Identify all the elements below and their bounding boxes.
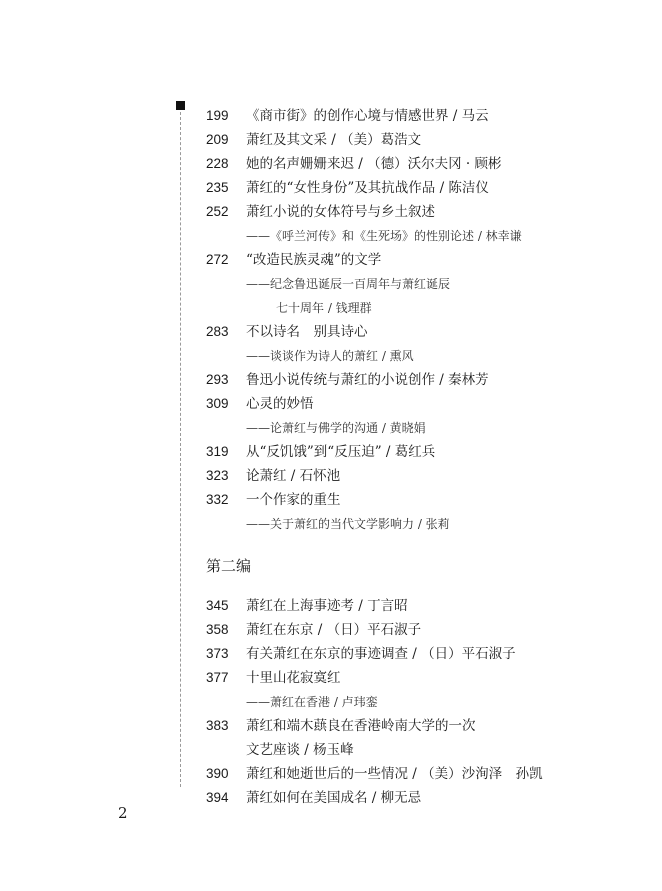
toc-page-number: 394 <box>206 790 229 805</box>
toc-entry <box>206 152 646 176</box>
toc-entry <box>206 642 646 666</box>
toc-subtitle-continued: 七十周年 / 钱理群 <box>276 301 372 315</box>
toc-title: 萧红和端木蕻良在香港岭南大学的一次 <box>246 718 476 734</box>
toc-entry <box>206 176 646 200</box>
toc-part-2 <box>206 594 646 810</box>
toc-entry <box>206 786 646 810</box>
toc-subtitle: ——论萧红与佛学的沟通 / 黄晓娟 <box>246 421 426 435</box>
toc-page-number: 309 <box>206 396 229 411</box>
toc-title: 萧红的“女性身份”及其抗战作品 / 陈洁仪 <box>246 180 489 196</box>
toc-entry <box>206 320 646 344</box>
toc-entry <box>206 344 646 368</box>
toc-entry <box>206 464 646 488</box>
toc-title: 《商市街》的创作心境与情感世界 / 马云 <box>246 108 489 124</box>
toc-title: 萧红小说的女体符号与乡土叙述 <box>246 204 435 220</box>
toc-page-number: 332 <box>206 492 229 507</box>
toc-entry <box>206 368 646 392</box>
toc-title: “改造民族灵魂”的文学 <box>246 252 382 268</box>
toc-entry <box>206 512 646 536</box>
toc-title: 萧红在东京 / （日）平石淑子 <box>246 622 422 638</box>
toc-page-number: 390 <box>206 766 229 781</box>
toc-title: 一个作家的重生 <box>246 492 341 508</box>
toc-title: 她的名声姗姗来迟 / （德）沃尔夫冈 · 顾彬 <box>246 156 502 172</box>
toc-part-1 <box>206 104 646 536</box>
toc-entry <box>206 224 646 248</box>
toc-page-number: 252 <box>206 204 229 219</box>
toc-entry <box>206 762 646 786</box>
toc-page-number: 377 <box>206 670 229 685</box>
toc-title-continued: 文艺座谈 / 杨玉峰 <box>246 742 354 758</box>
toc-title: 不以诗名 别具诗心 <box>246 324 368 340</box>
toc-entry <box>206 296 646 320</box>
toc-entry <box>206 416 646 440</box>
toc-entry <box>206 200 646 224</box>
toc-entry <box>206 248 646 272</box>
toc-entry <box>206 690 646 714</box>
toc-title: 心灵的妙悟 <box>246 396 314 412</box>
toc-subtitle: ——萧红在香港 / 卢玮銮 <box>246 695 378 709</box>
section-marker <box>176 101 185 110</box>
page-number: 2 <box>118 804 128 822</box>
toc-title: 萧红在上海事迹考 / 丁言昭 <box>246 598 408 614</box>
toc-page-number: 235 <box>206 180 229 195</box>
toc-page-number: 228 <box>206 156 229 171</box>
toc-entry <box>206 666 646 690</box>
toc-entry <box>206 594 646 618</box>
toc-entry <box>206 104 646 128</box>
toc-page-number: 283 <box>206 324 229 339</box>
toc-page-number: 373 <box>206 646 229 661</box>
toc-title: 萧红和她逝世后的一些情况 / （美）沙洵泽 孙凯 <box>246 766 543 782</box>
toc-page-number: 209 <box>206 132 229 147</box>
table-of-contents <box>206 104 646 810</box>
toc-page-number: 323 <box>206 468 229 483</box>
toc-page-number: 383 <box>206 718 229 733</box>
toc-title: 鲁迅小说传统与萧红的小说创作 / 秦林芳 <box>246 372 489 388</box>
toc-title: 有关萧红在东京的事迹调查 / （日）平石淑子 <box>246 646 516 662</box>
toc-subtitle: ——谈谈作为诗人的萧红 / 熏风 <box>246 349 414 363</box>
toc-title: 萧红及其文采 / （美）葛浩文 <box>246 132 422 148</box>
section-heading: 第二编 <box>206 557 252 575</box>
toc-entry <box>206 618 646 642</box>
toc-title: 十里山花寂寞红 <box>246 670 341 686</box>
toc-title: 萧红如何在美国成名 / 柳无忌 <box>246 790 422 806</box>
toc-entry <box>206 738 646 762</box>
toc-page-number: 358 <box>206 622 229 637</box>
toc-subtitle: ——纪念鲁迅诞辰一百周年与萧红诞辰 <box>246 277 451 291</box>
toc-page-number: 319 <box>206 444 229 459</box>
toc-subtitle: ——关于萧红的当代文学影响力 / 张莉 <box>246 517 450 531</box>
toc-entry <box>206 488 646 512</box>
toc-title: 论萧红 / 石怀池 <box>246 468 341 484</box>
toc-page-number: 199 <box>206 108 229 123</box>
toc-entry <box>206 392 646 416</box>
toc-page-number: 272 <box>206 252 229 267</box>
toc-title: 从“反饥饿”到“反压迫” / 葛红兵 <box>246 444 436 460</box>
toc-entry <box>206 440 646 464</box>
toc-page-number: 293 <box>206 372 229 387</box>
toc-subtitle: ——《呼兰河传》和《生死场》的性别论述 / 林幸谦 <box>246 229 522 243</box>
toc-entry <box>206 272 646 296</box>
toc-entry <box>206 128 646 152</box>
dotted-margin-line <box>180 112 181 787</box>
toc-page-number: 345 <box>206 598 229 613</box>
toc-entry <box>206 714 646 738</box>
